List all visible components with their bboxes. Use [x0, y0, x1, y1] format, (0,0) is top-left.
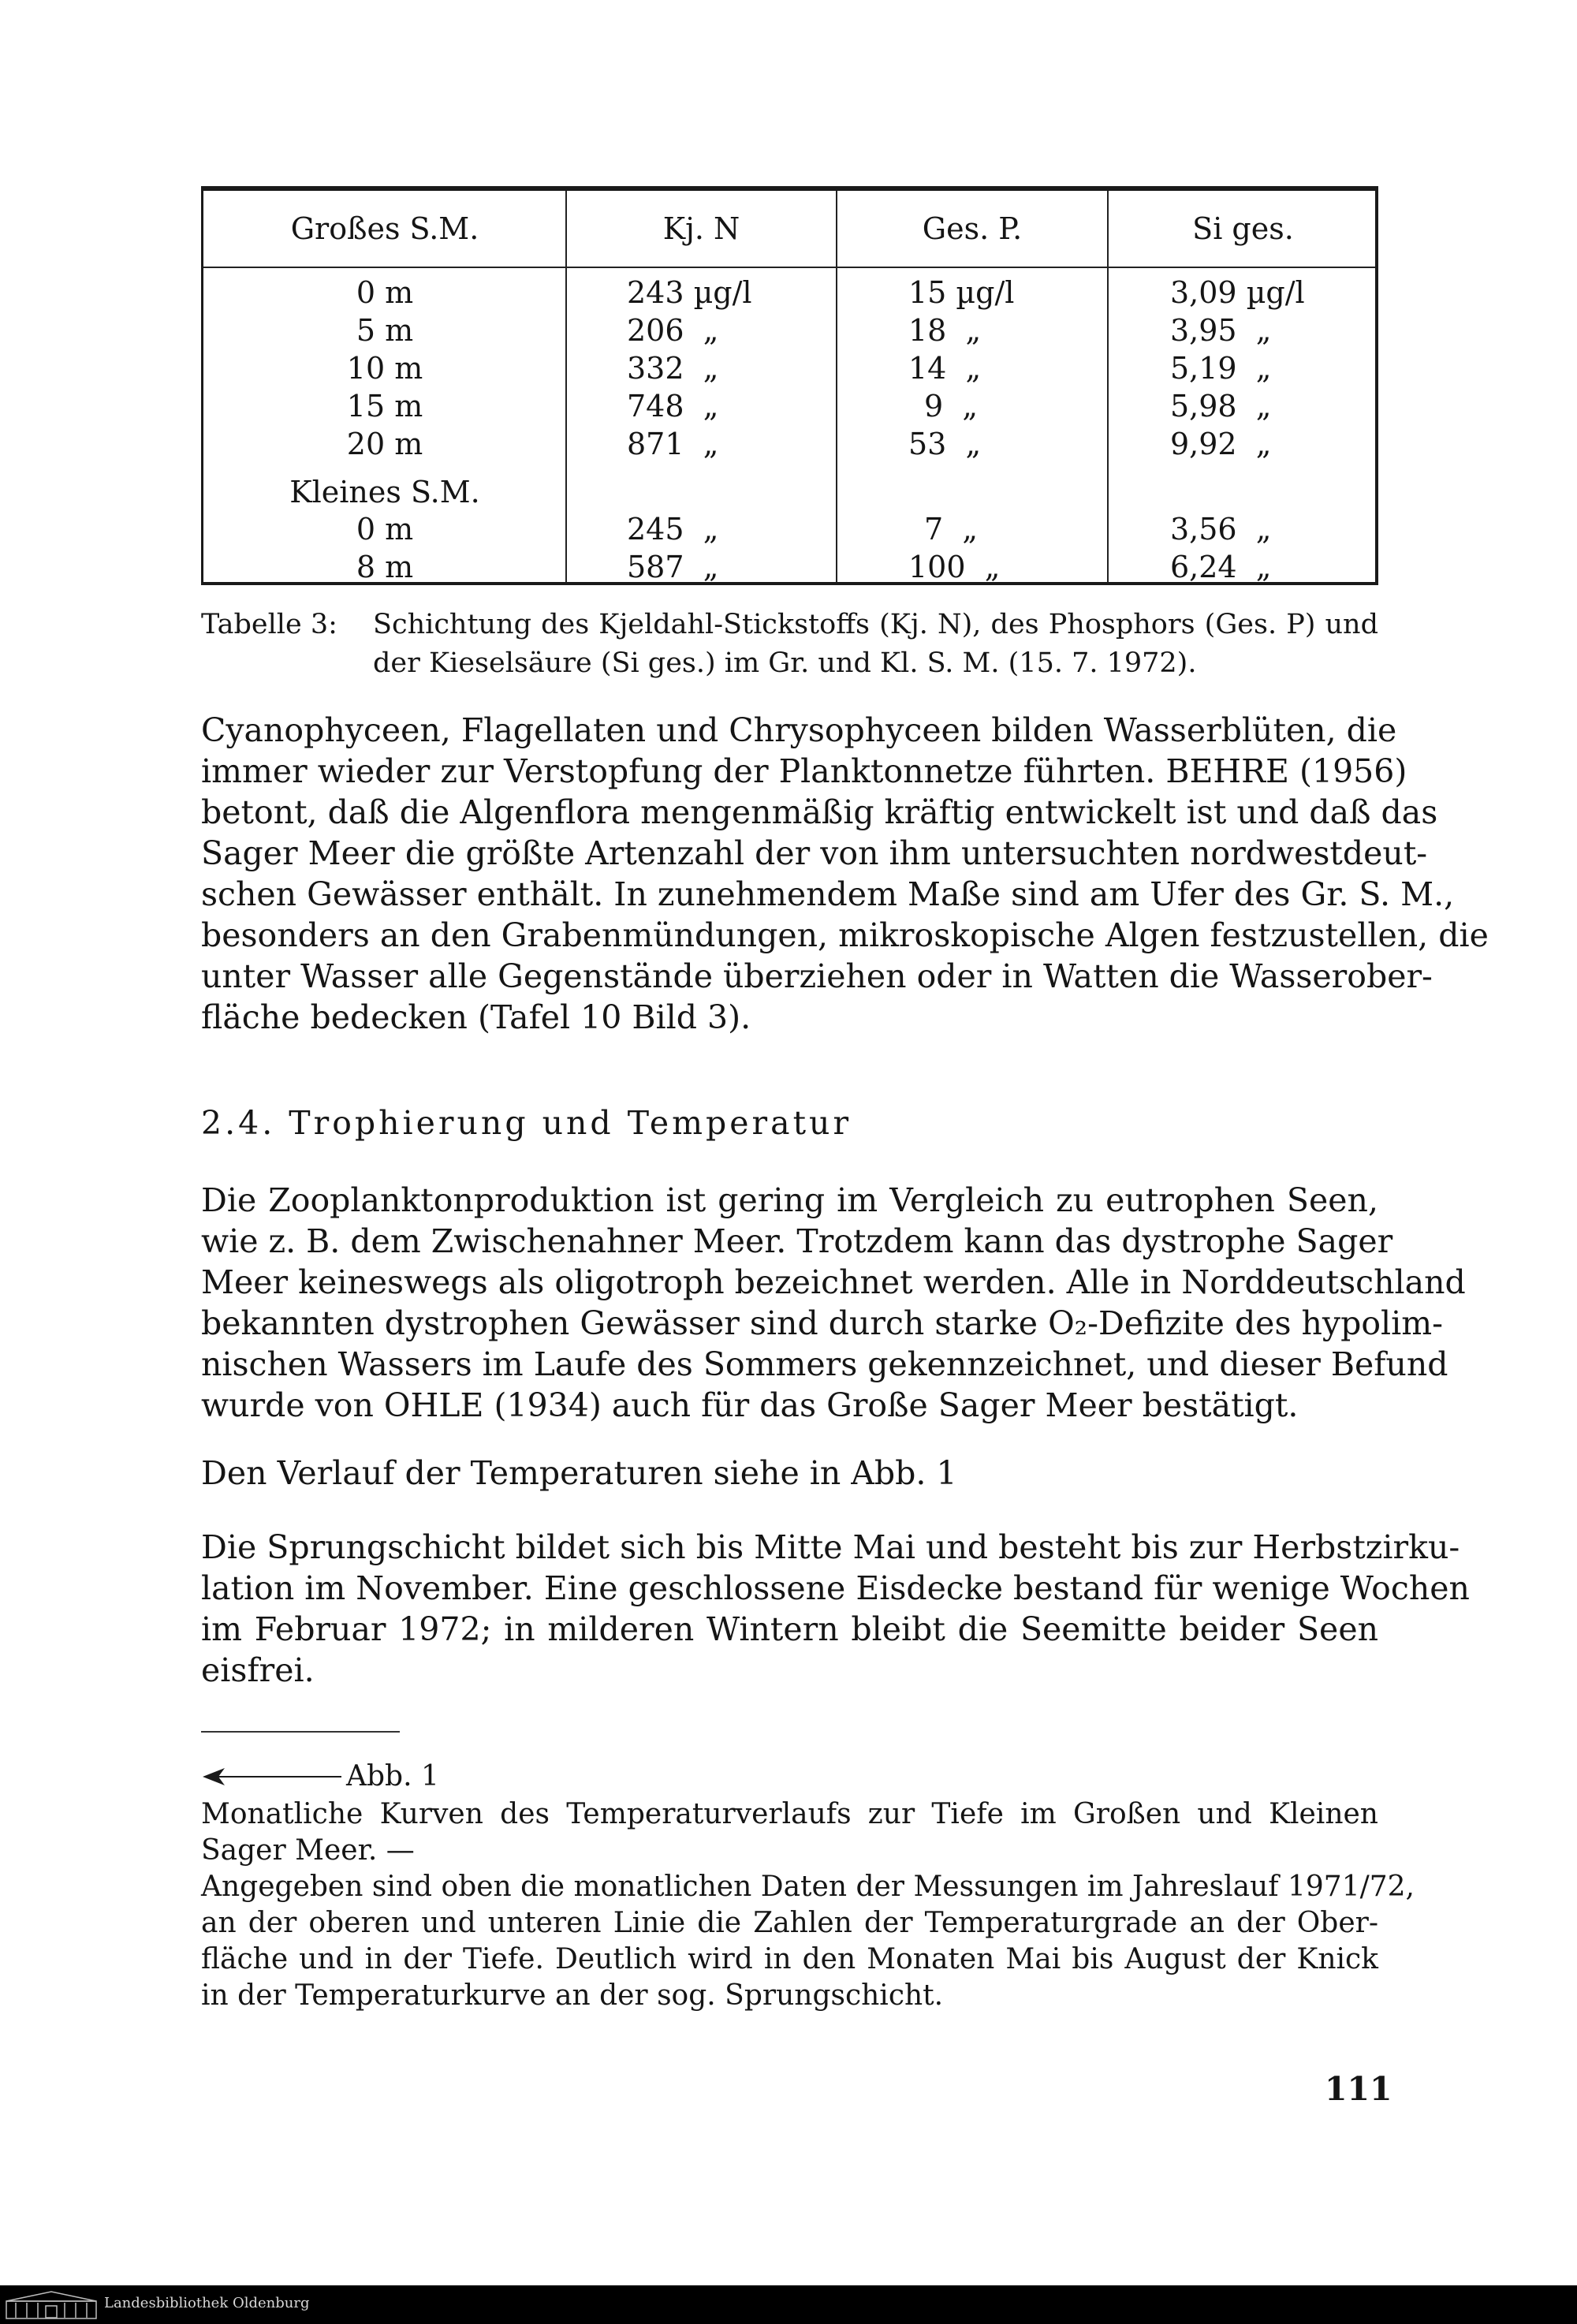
text-line: Die Sprungschicht bildet sich bis Mitte Mai und besteht bis zur Herbstzirku-: [201, 1528, 1460, 1566]
header-lake: Großes S.M.: [290, 211, 479, 246]
caption-line: Schichtung des Kjeldahl-Stickstoffs (Kj. N), des Phosphors (Ges. P) und: [373, 609, 1378, 640]
cell-gesp: 53 „: [908, 427, 982, 461]
caption-label: Tabelle 3:: [201, 609, 337, 640]
text-line: Sager Meer. —: [201, 1834, 415, 1867]
text-line: in der Temperaturkurve an der sog. Sprungschicht.: [201, 1979, 944, 2012]
library-name: Landesbibliothek Oldenburg: [104, 2295, 310, 2311]
text-line: wie z. B. dem Zwischenahner Meer. Trotzdem kann das dystrophe Sager: [201, 1222, 1393, 1260]
cell-kjn: 243 µg/l: [627, 275, 752, 310]
cell-siges: 6,24 „: [1170, 550, 1272, 584]
text-line: fläche und in der Tiefe. Deutlich wird in den Monaten Mai bis August der Knick: [201, 1943, 1378, 1975]
figure-caption: [201, 1796, 1415, 2014]
cell-siges: 3,95 „: [1170, 313, 1272, 348]
cell-kjn: 587 „: [627, 550, 719, 584]
cell-gesp: 14 „: [908, 351, 982, 386]
footnote-separator: [201, 1731, 400, 1733]
text-line: schen Gewässer enthält. In zunehmendem Maße sind am Ufer des Gr. S. M.,: [201, 875, 1455, 913]
header-siges: Si ges.: [1192, 211, 1294, 246]
text-line: Sager Meer die größte Artenzahl der von ihm untersuchten nordwestdeut-: [201, 834, 1428, 872]
cell-gesp: 9 „: [924, 389, 979, 423]
row-depth: 0 m: [356, 512, 414, 546]
paragraph-algae: [201, 710, 1489, 1038]
text-line: bekannten dystrophen Gewässer sind durch starke O₂-Defizite des hypolim-: [201, 1304, 1443, 1342]
section-heading: 2.4. Trophierung und Temperatur: [201, 1104, 852, 1142]
text-line: Cyanophyceen, Flagellaten und Chrysophyceen bilden Wasserblüten, die: [201, 711, 1397, 749]
page-number: 111: [1325, 2070, 1392, 2108]
text-line: lation im November. Eine geschlossene Eisdecke bestand für wenige Wochen: [201, 1569, 1470, 1607]
row-depth: 0 m: [356, 275, 414, 310]
text-line: Die Zooplanktonproduktion ist gering im Vergleich zu eutrophen Seen,: [201, 1181, 1378, 1219]
cell-kjn: 206 „: [627, 313, 719, 348]
cell-gesp: 15 µg/l: [908, 275, 1015, 310]
data-table: [201, 186, 1378, 585]
row-depth: 10 m: [346, 351, 423, 386]
text-line: immer wieder zur Verstopfung der Planktonnetze führten. BEHRE (1956): [201, 752, 1407, 790]
cell-siges: 5,19 „: [1170, 351, 1272, 386]
text-line: Angegeben sind oben die monatlichen Daten der Messungen im Jahreslauf 1971/72,: [201, 1871, 1415, 1903]
left-arrow-icon: [201, 1766, 343, 1787]
header-gesp: Ges. P.: [922, 211, 1023, 246]
row-depth: 20 m: [346, 427, 423, 461]
cell-gesp: 7 „: [924, 512, 979, 546]
header-divider: [203, 267, 1375, 268]
text-line: fläche bedecken (Tafel 10 Bild 3).: [201, 998, 751, 1036]
text-line: an der oberen und unteren Linie die Zahlen der Temperaturgrade an der Ober-: [201, 1907, 1378, 1939]
cell-kjn: 748 „: [627, 389, 719, 423]
library-building-icon: [5, 2290, 98, 2320]
cell-kjn: 245 „: [627, 512, 719, 546]
row-depth: 5 m: [356, 313, 414, 348]
row-depth: 8 m: [356, 550, 414, 584]
text-line: nischen Wassers im Laufe des Sommers gekennzeichnet, und dieser Befund: [201, 1345, 1448, 1383]
text-line: wurde von OHLE (1934) auch für das Große Sager Meer bestätigt.: [201, 1386, 1299, 1424]
text-line: unter Wasser alle Gegenstände überziehen oder in Watten die Wasserober-: [201, 957, 1433, 995]
library-footer: [0, 2285, 1577, 2324]
cell-kjn: 871 „: [627, 427, 719, 461]
header-kjn: Kj. N: [662, 211, 740, 246]
text-line: Monatliche Kurven des Temperaturverlaufs zur Tiefe im Großen und Kleinen: [201, 1798, 1378, 1830]
cell-siges: 3,09 µg/l: [1170, 275, 1305, 310]
paragraph-temperature-ref: Den Verlauf der Temperaturen siehe in Abb. 1: [201, 1454, 957, 1492]
figure-label: Abb. 1: [346, 1760, 439, 1792]
paragraph-zooplankton: [201, 1180, 1466, 1426]
text-line: besonders an den Grabenmündungen, mikroskopische Algen festzustellen, die: [201, 916, 1489, 954]
cell-siges: 3,56 „: [1170, 512, 1272, 546]
cell-kjn: 332 „: [627, 351, 719, 386]
text-line: Meer keineswegs als oligotroph bezeichnet werden. Alle in Norddeutschland: [201, 1263, 1466, 1301]
cell-gesp: 100 „: [908, 550, 1001, 584]
cell-gesp: 18 „: [908, 313, 982, 348]
caption-line: der Kieselsäure (Si ges.) im Gr. und Kl. S. M. (15. 7. 1972).: [373, 647, 1197, 679]
text-line: betont, daß die Algenflora mengenmäßig kräftig entwickelt ist und daß das: [201, 793, 1438, 831]
paragraph-stratification: [201, 1527, 1470, 1691]
row-subheading: Kleines S.M.: [289, 475, 480, 509]
text-line: eisfrei.: [201, 1651, 315, 1689]
row-depth: 15 m: [346, 389, 423, 423]
cell-siges: 9,92 „: [1170, 427, 1272, 461]
text-line: im Februar 1972; in milderen Wintern bleibt die Seemitte beider Seen: [201, 1610, 1378, 1648]
cell-siges: 5,98 „: [1170, 389, 1272, 423]
